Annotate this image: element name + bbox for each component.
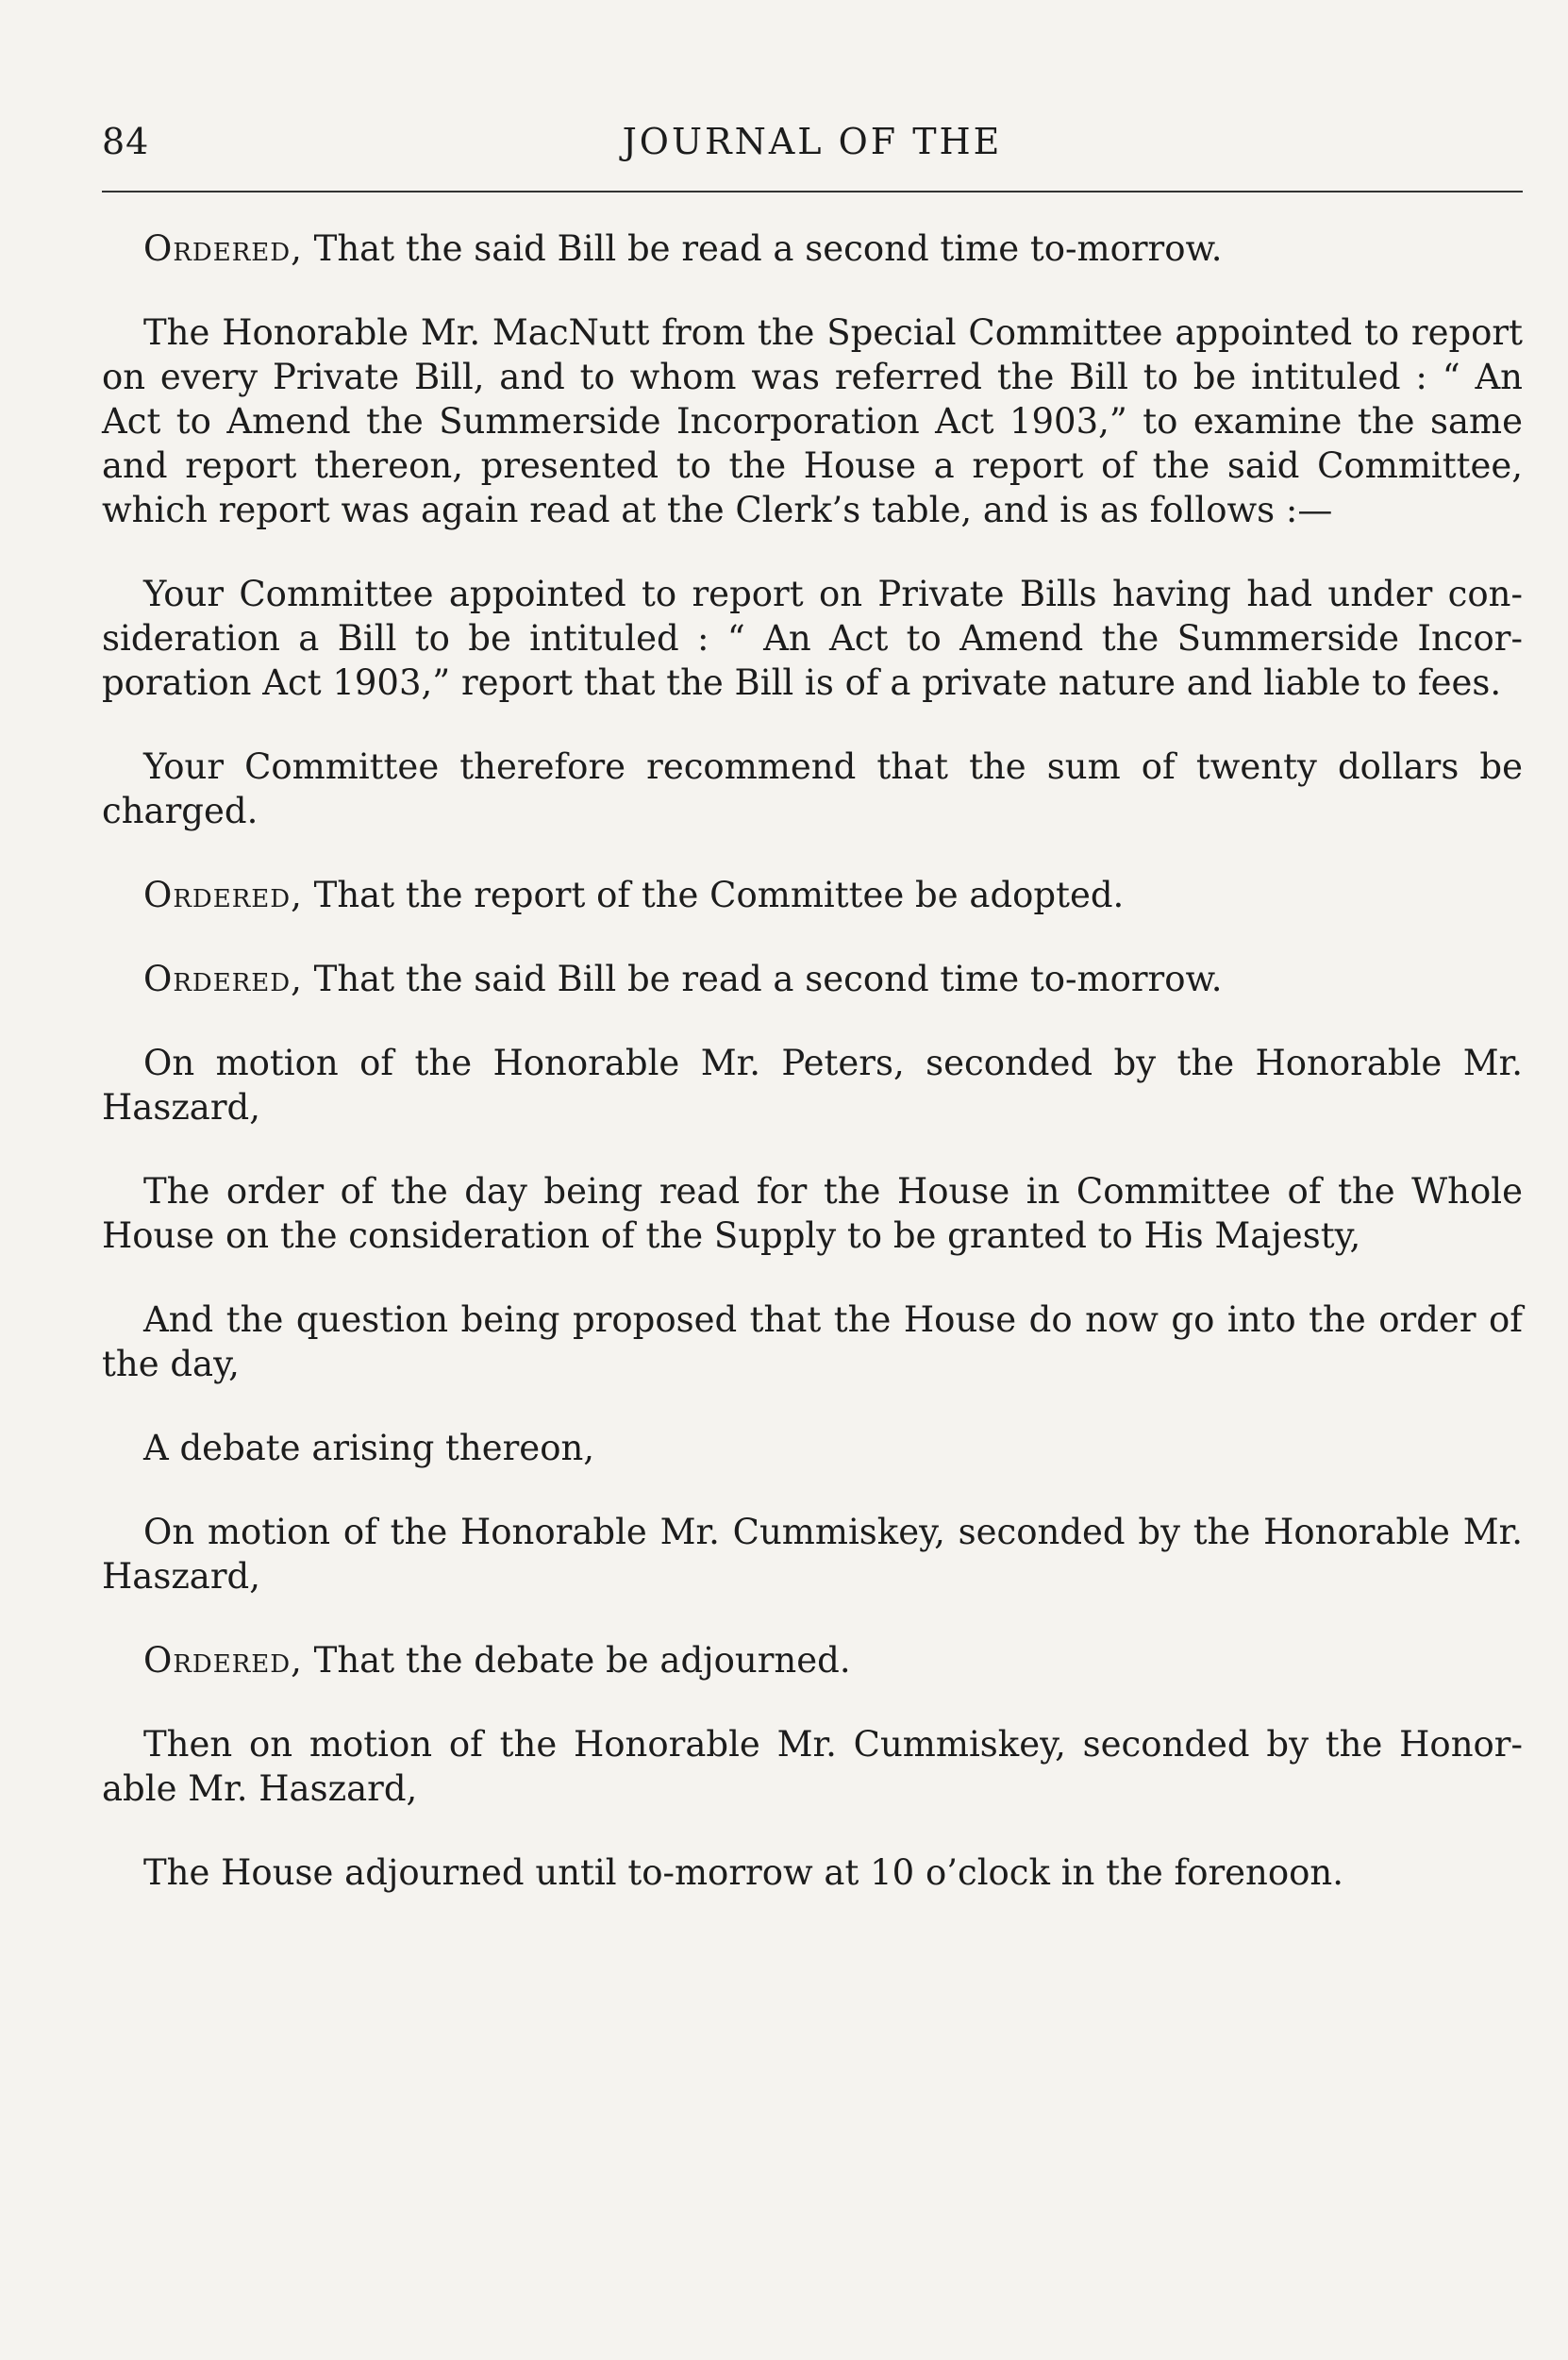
paragraph-text: On motion of the Honorable Mr. Peters, seconded by the Honorable Mr. Haszard, — [102, 1043, 1523, 1128]
paragraph-text: The House adjourned until to-morrow at 10 o’clock in the forenoon. — [143, 1852, 1344, 1893]
paragraph-text: The Honorable Mr. MacNutt from the Special Committee appointed to report on every Private Bill, and to whom was referred the Bill to be intituled : “ An Act to Amend the Summerside Incorporation Act 1903,” to examine the same and report thereon, presented to the House a report of the said Committee, which report was again read at the Clerk’s table, and is as follows :— — [102, 312, 1523, 530]
paragraph-text: Your Committee therefore recommend that the sum of twenty dollars be charged. — [102, 746, 1523, 831]
ordered-lead: Ordered, — [143, 1640, 303, 1681]
paragraph-text: That the report of the Committee be adopted. — [302, 875, 1125, 915]
running-head: JOURNAL OF THE — [622, 121, 1003, 162]
paragraph-text: Your Committee appointed to report on Private Bills having had under consideration a Bill to be intituled : “ An Act to Amend the Summerside Incorporation Act 1903,” report that the Bill is of a private nature and liable to fees. — [102, 574, 1523, 703]
page-number: 84 — [102, 121, 150, 162]
paragraph-text: That the said Bill be read a second time to-morrow. — [302, 228, 1223, 269]
paragraph-text: That the said Bill be read a second time to-morrow. — [302, 959, 1223, 999]
paragraph-fee-recommendation — [102, 745, 1523, 833]
paragraph-question-proposed — [102, 1297, 1523, 1386]
ordered-lead: Ordered, — [143, 228, 303, 269]
paragraph-text: The order of the day being read for the House in Committee of the Whole House on the consideration of the Supply to be granted to His Majesty, — [102, 1171, 1523, 1256]
paragraph-order-of-day — [102, 1169, 1523, 1258]
paragraph-motion-cummiskey-2 — [102, 1722, 1523, 1811]
paragraph-text: Then on motion of the Honorable Mr. Cummiskey, seconded by the Honorable Mr. Haszard, — [102, 1724, 1523, 1809]
ordered-lead: Ordered, — [143, 959, 303, 999]
paragraph-debate-arising — [102, 1426, 1523, 1470]
paragraph-committee-report-intro — [102, 310, 1523, 532]
paragraph-ordered-debate-adjourned — [102, 1638, 1523, 1682]
paragraph-text: On motion of the Honorable Mr. Cummiskey, seconded by the Honorable Mr. Haszard, — [102, 1512, 1523, 1597]
ordered-lead: Ordered, — [143, 875, 303, 915]
paragraph-ordered-report-adopted — [102, 873, 1523, 917]
paragraph-motion-peters — [102, 1041, 1523, 1130]
paragraph-motion-cummiskey — [102, 1510, 1523, 1598]
paragraph-committee-report — [102, 572, 1523, 705]
header-rule — [102, 191, 1523, 192]
paragraph-ordered-second-reading-2 — [102, 957, 1523, 1001]
paragraph-text: That the debate be adjourned. — [302, 1640, 851, 1681]
paragraph-ordered-second-reading — [102, 226, 1523, 271]
paragraph-house-adjourned — [102, 1850, 1523, 1895]
paragraph-text: A debate arising thereon, — [143, 1428, 595, 1468]
paragraph-text: And the question being proposed that the House do now go into the order of the day, — [102, 1299, 1523, 1384]
journal-body — [102, 226, 1523, 1934]
page-header — [102, 115, 1523, 172]
